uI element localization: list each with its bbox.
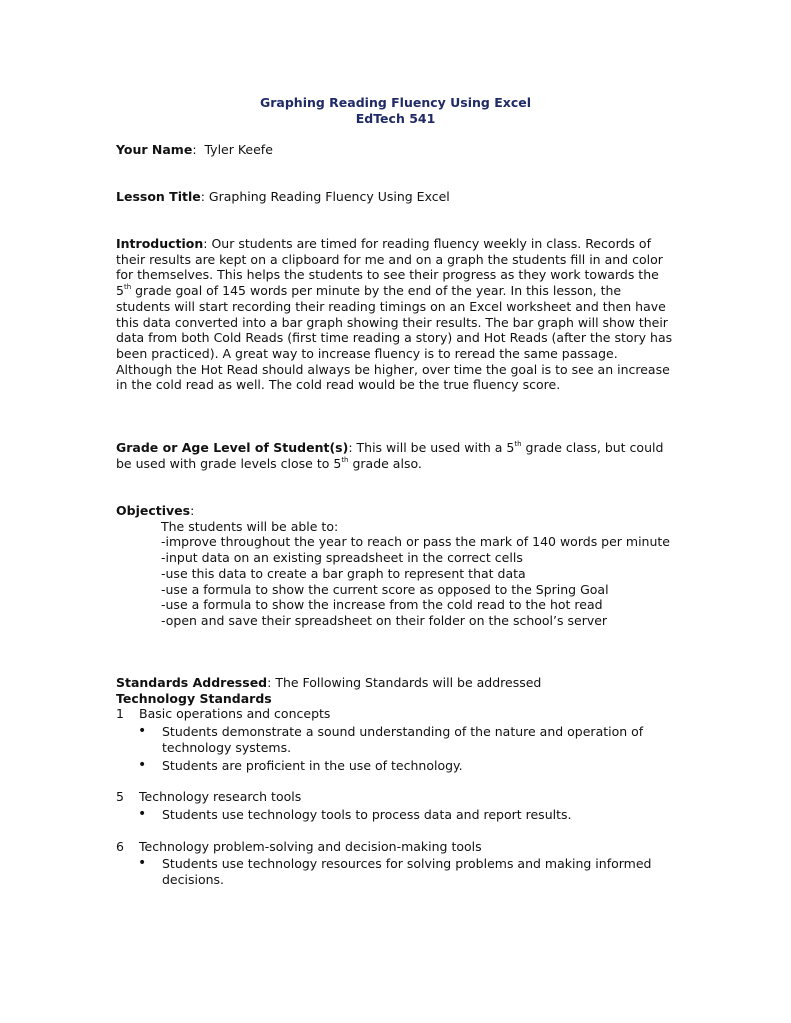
technology-standards-heading: Technology Standards (116, 690, 272, 706)
introduction-label: Introduction (116, 236, 204, 251)
objectives-intro: The students will be able to: (161, 518, 339, 534)
standards-section: Standards Addressed: The Following Standards will be addressed Technology Standards 1 Basic operations and concepts • Students demonstrate a sound understanding of the nature and operation of technology systems. • Students are proficient in the use of technology. 5 Technology research tools • Students use technology tools to process data and report results. 6 Technology problem-solving and decision-making tools • Students use technology resources for solving problems and making informed decisions. (116, 675, 676, 888)
standard-title: Technology problem-solving and decision-making tools (139, 838, 482, 854)
objective-item: -use this data to create a bar graph to represent that data (161, 565, 526, 581)
standards-intro: The Following Standards will be addressed (275, 675, 542, 690)
standard-title: Technology research tools (139, 789, 302, 805)
standard-bullet: • Students use technology resources for solving problems and making informed decisions. (138, 855, 652, 888)
objectives-label: Objectives (116, 503, 191, 518)
grade-text-c: grade also. (348, 455, 422, 471)
standards-label: Standards Addressed (116, 675, 268, 690)
bullet-icon: • (138, 723, 147, 740)
name-line: Your Name: Tyler Keefe (116, 142, 273, 157)
name-value: Tyler Keefe (204, 142, 273, 157)
standard-bullet: • Students are proficient in the use of technology. (138, 756, 463, 773)
standard-group-5 (116, 789, 676, 805)
objective-item: -use a formula to show the increase from the cold read to the hot read (161, 597, 603, 613)
grade-text-a: This will be used with a 5 (356, 440, 515, 455)
grade-section: Grade or Age Level of Student(s): This will be used with a 5th grade class, but could be used with grade levels close to 5th grade also. (116, 440, 664, 471)
grade-text-b: grade class, but could be used with grade levels close to 5 (116, 440, 664, 471)
standard-bullet: • Students demonstrate a sound understanding of the nature and operation of technology systems. (138, 723, 644, 755)
document-title: Graphing Reading Fluency Using Excel (259, 95, 531, 110)
grade-sup-b: th (341, 455, 349, 464)
grade-sup-a: th (514, 440, 522, 448)
bullet-icon: • (138, 805, 147, 822)
standard-title: Basic operations and concepts (139, 706, 331, 722)
standard-number: 5 (116, 789, 124, 805)
objective-item: -open and save their spreadsheet on their folder on the school’s server (161, 612, 608, 628)
standard-number: 6 (116, 838, 124, 854)
introduction-text-a: Our students are timed for reading fluency weekly in class. Records of their results are kept on a clipboard for me and on a graph the students fill in and color for themselves. This helps the students to see their progress as they work towards the 5 (116, 236, 663, 299)
bullet-icon: • (138, 756, 147, 773)
grade-label: Grade or Age Level of Student(s) (116, 440, 349, 455)
introduction-section: Introduction: Our students are timed for reading fluency weekly in class. Records of their results are kept on a clipboard for me and on a graph the students fill in and color for themselves. This helps the students to see their progress as they work towards the 5th grade goal of 145 words per minute by the end of the year. In this lesson, the students will start recording their reading timings on an Excel worksheet and then have this data converted into a bar graph showing their results. The bar graph will show their data from both Cold Reads (first time reading a story) and Hot Reads (after the story has been practiced). A great way to increase fluency is to reread the same passage. Although the Hot Read should always be higher, over time the goal is to see an increase in the cold read as well. The cold read would be the true fluency score. (116, 236, 673, 393)
introduction-sup: th (123, 283, 132, 292)
standard-group-1 (116, 706, 676, 722)
name-label: Your Name (116, 142, 193, 157)
introduction-text-b: grade goal of 145 words per minute by the end of the year. In this lesson, the students will start recording their reading timings on an Excel worksheet and then have this data converted into a bar graph showing their results. The bar graph will show their data from both Cold Reads (first time reading a story) and Hot Reads (after the story has been practiced). A great way to increase fluency is to reread the same passage. Although the Hot Read should always be higher, over time the goal is to see an increase in the cold read as well. The cold read would be the true fluency score. (116, 283, 673, 393)
objective-item: -use a formula to show the current score as opposed to the Spring Goal (161, 581, 609, 597)
course-code: EdTech 541 (355, 111, 436, 126)
lesson-title-label: Lesson Title (116, 189, 201, 204)
objectives-list (116, 519, 676, 629)
objectives-section: Objectives: The students will be able to: -improve throughout the year to reach or pass the mark of 140 words per minute -input data on an existing spreadsheet in the correct cells -use this data to create a bar graph to represent that data -use a formula to show the current score as opposed to the Spring Goal -use a formula to show the increase from the cold read to the hot read -open and save their spreadsheet on their folder on the school’s server (116, 503, 676, 629)
standard-group-6 (116, 839, 676, 855)
lesson-title-value: Graphing Reading Fluency Using Excel (208, 189, 450, 204)
bullet-icon: • (138, 855, 147, 872)
lesson-title-line: Lesson Title: Graphing Reading Fluency Using Excel (116, 189, 450, 204)
standard-number: 1 (116, 706, 124, 722)
objective-item: -input data on an existing spreadsheet in the correct cells (161, 550, 523, 566)
objective-item: -improve throughout the year to reach or pass the mark of 140 words per minute (161, 534, 670, 550)
standard-bullet: • Students use technology tools to process data and report results. (138, 805, 572, 822)
